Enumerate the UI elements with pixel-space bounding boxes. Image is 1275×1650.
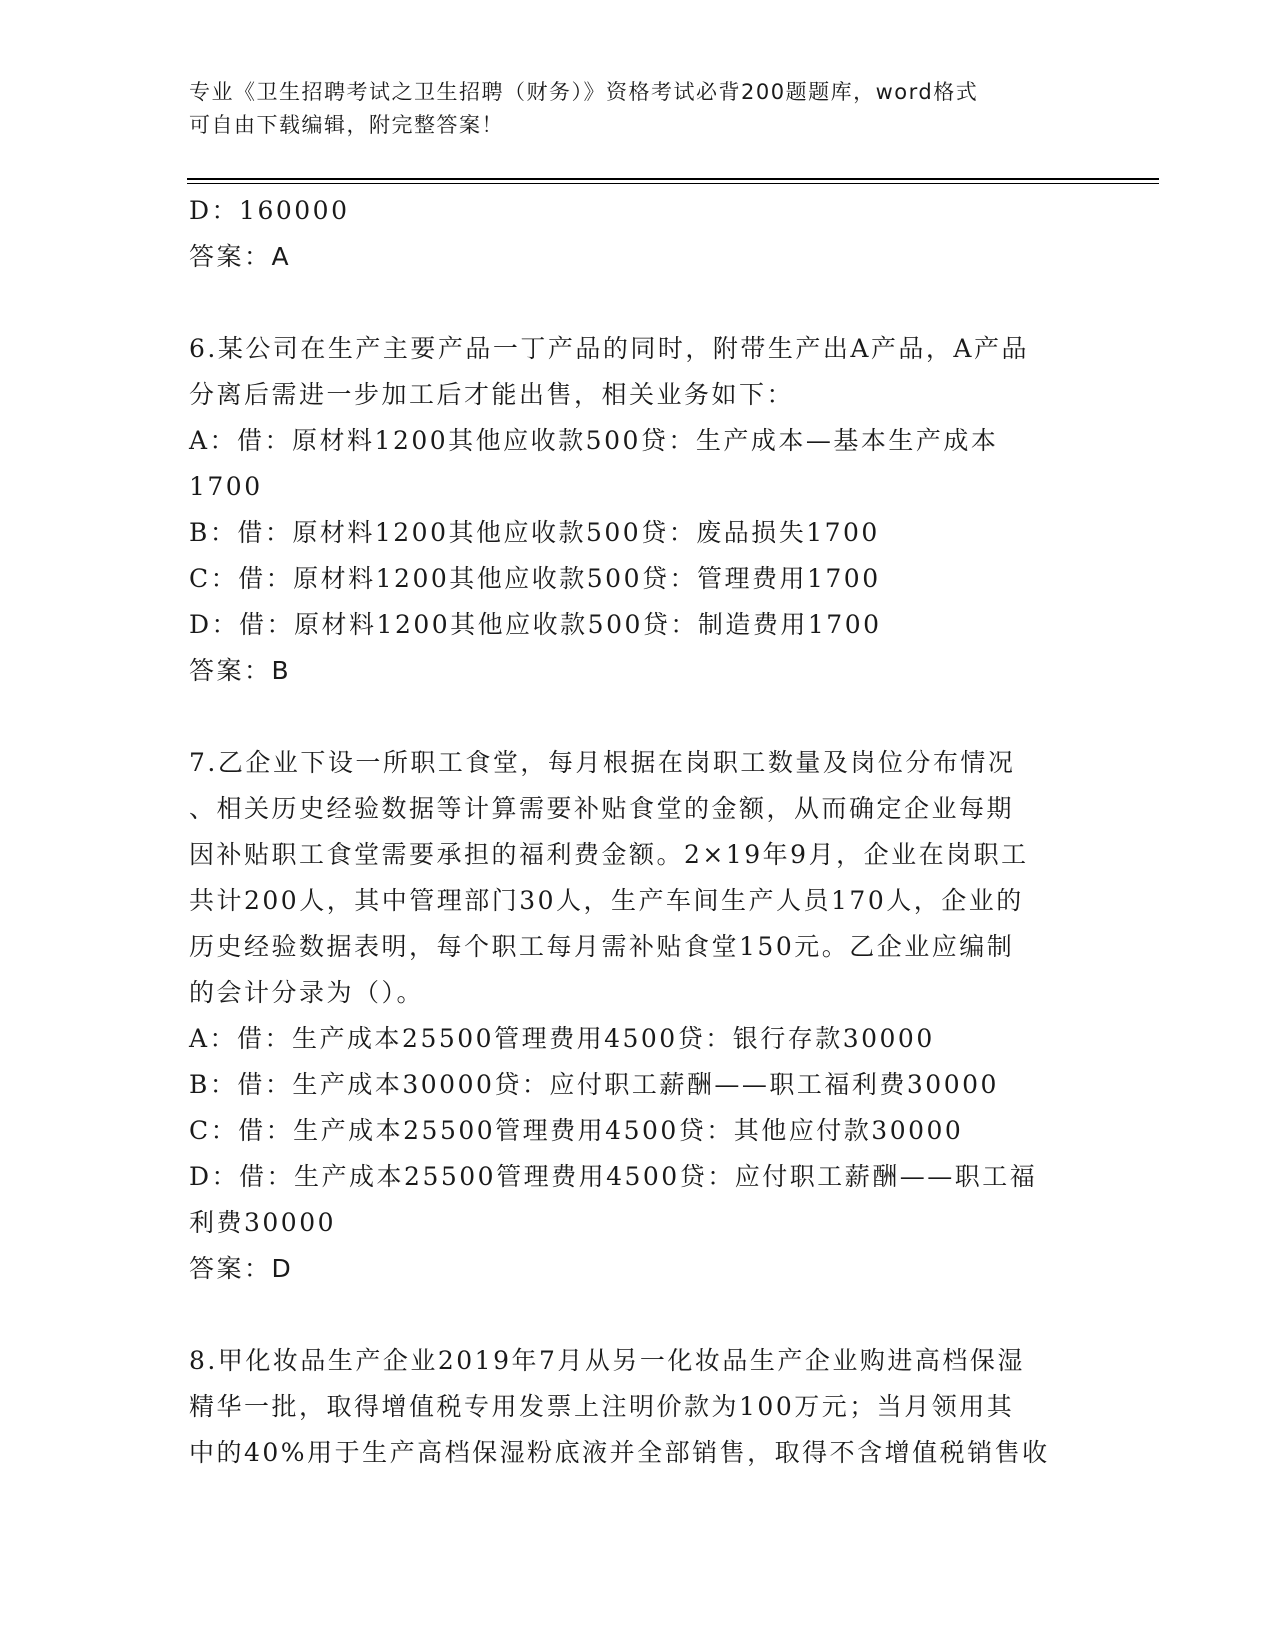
question-content <box>189 188 1089 1476</box>
question-stem-line: 8.甲化妆品生产企业2019年7月从另一化妆品生产企业购进高档保湿 <box>189 1346 1025 1375</box>
option-c: C：借：生产成本25500管理费用4500贷：其他应付款30000 <box>189 1116 964 1145</box>
answer-line: 答案：D <box>189 1254 294 1283</box>
option-a-continued: 1700 <box>189 472 263 501</box>
question-6 <box>189 326 1089 694</box>
question-stem-line: 精华一批，取得增值税专用发票上注明价款为100万元；当月领用其 <box>189 1392 1015 1421</box>
option-a: A：借：原材料1200其他应收款500贷：生产成本—基本生产成本 <box>189 426 999 455</box>
option-d-continued: 利费30000 <box>189 1208 337 1237</box>
question-5-tail <box>189 188 1089 280</box>
question-stem-line: 6.某公司在生产主要产品一丁产品的同时，附带生产出A产品，A产品 <box>189 334 1029 363</box>
option-b: B：借：原材料1200其他应收款500贷：废品损失1700 <box>189 518 880 547</box>
answer-line: 答案：A <box>189 242 292 271</box>
question-stem-line: 的会计分录为（）。 <box>189 978 425 1007</box>
question-stem-line: 7.乙企业下设一所职工食堂，每月根据在岗职工数量及岗位分布情况 <box>189 748 1016 777</box>
question-stem-line: 历史经验数据表明，每个职工每月需补贴食堂150元。乙企业应编制 <box>189 932 1015 961</box>
question-stem-line: 共计200人，其中管理部门30人，生产车间生产人员170人，企业的 <box>189 886 1024 915</box>
option-d: D：160000 <box>189 196 350 225</box>
question-stem-line: 、相关历史经验数据等计算需要补贴食堂的金额，从而确定企业每期 <box>189 794 1015 823</box>
option-b: B：借：生产成本30000贷：应付职工薪酬——职工福利费30000 <box>189 1070 999 1099</box>
option-c: C：借：原材料1200其他应收款500贷：管理费用1700 <box>189 564 881 593</box>
question-stem-line: 中的40%用于生产高档保湿粉底液并全部销售，取得不含增值税销售收 <box>189 1438 1050 1467</box>
header-line-2: 可自由下载编辑，附完整答案！ <box>189 113 504 137</box>
option-d: D：借：生产成本25500管理费用4500贷：应付职工薪酬——职工福 <box>189 1162 1038 1191</box>
option-a: A：借：生产成本25500管理费用4500贷：银行存款30000 <box>189 1024 935 1053</box>
header-divider-thick <box>187 178 1159 180</box>
question-stem-line: 分离后需进一步加工后才能出售，相关业务如下： <box>189 380 795 409</box>
page-header <box>189 76 1089 142</box>
question-8 <box>189 1338 1089 1476</box>
header-divider-thin <box>187 183 1159 184</box>
question-7 <box>189 740 1089 1292</box>
question-stem-line: 因补贴职工食堂需要承担的福利费金额。2×19年9月，企业在岗职工 <box>189 840 1029 869</box>
option-d: D：借：原材料1200其他应收款500贷：制造费用1700 <box>189 610 882 639</box>
header-line-1: 专业《卫生招聘考试之卫生招聘（财务）》资格考试必背200题题库，word格式 <box>189 80 979 104</box>
answer-line: 答案：B <box>189 656 292 685</box>
